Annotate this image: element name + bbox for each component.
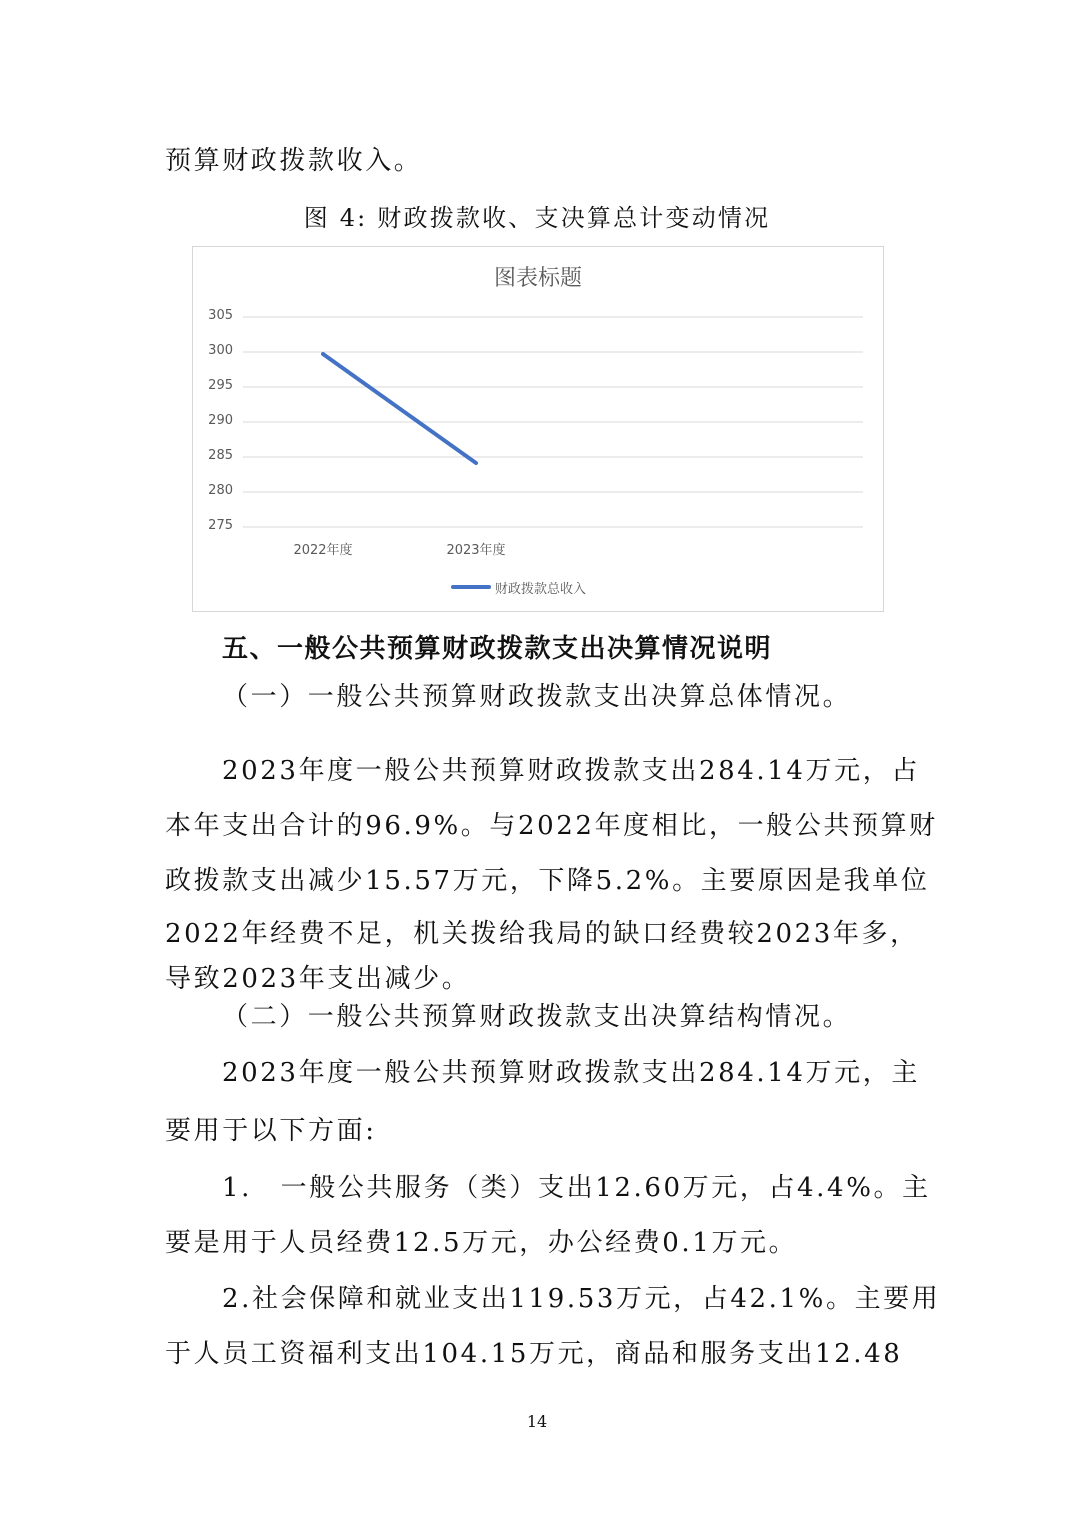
body-text-line: 2023年度一般公共预算财政拨款支出284.14万元，占 — [222, 756, 920, 786]
x-tick-label: 2023年度 — [446, 543, 506, 558]
list-item: 1. 一般公共服务（类）支出12.60万元，占4.4%。主 — [222, 1173, 931, 1203]
y-tick-label: 285 — [208, 448, 233, 463]
body-text-line: 2023年度一般公共预算财政拨款支出284.14万元，主 — [222, 1058, 920, 1088]
body-text-line: 政拨款支出减少15.57万元，下降5.2%。主要原因是我单位 — [165, 866, 930, 896]
series-line — [323, 354, 476, 463]
subheading-structure: （二）一般公共预算财政拨款支出决算结构情况。 — [222, 1002, 852, 1032]
y-tick-label: 275 — [208, 518, 233, 533]
body-text-line: 本年支出合计的96.9%。与2022年度相比，一般公共预算财 — [165, 811, 938, 841]
y-tick-label: 300 — [208, 343, 233, 358]
page-number: 14 — [526, 1412, 548, 1431]
chart-legend — [451, 577, 586, 597]
legend-label: 财政拨款总收入 — [495, 581, 587, 597]
section-heading: 五、一般公共预算财政拨款支出决算情况说明 — [222, 634, 773, 664]
figure-caption: 图 4: 财政拨款收、支决算总计变动情况 — [303, 204, 771, 232]
body-text-line: 于人员工资福利支出104.15万元，商品和服务支出12.48 — [165, 1339, 903, 1369]
line-chart — [192, 246, 884, 612]
subheading-overall: （一）一般公共预算财政拨款支出决算总体情况。 — [222, 682, 852, 712]
body-text-line: 导致2023年支出减少。 — [165, 964, 471, 994]
chart-title: 图表标题 — [493, 266, 582, 291]
list-item: 2.社会保障和就业支出119.53万元，占42.1%。主要用 — [222, 1284, 941, 1314]
legend-swatch — [451, 585, 491, 589]
body-text-line: 2022年经费不足，机关拨给我局的缺口经费较2023年多， — [165, 919, 919, 949]
body-text-line: 要用于以下方面: — [165, 1116, 377, 1146]
y-tick-label: 290 — [208, 413, 233, 428]
y-tick-label: 295 — [208, 378, 233, 393]
y-tick-label: 280 — [208, 483, 233, 498]
x-tick-label: 2022年度 — [293, 543, 353, 558]
body-text-line: 预算财政拨款收入。 — [165, 146, 423, 176]
body-text-line: 要是用于人员经费12.5万元，办公经费0.1万元。 — [165, 1228, 798, 1258]
y-tick-label: 305 — [208, 308, 233, 323]
